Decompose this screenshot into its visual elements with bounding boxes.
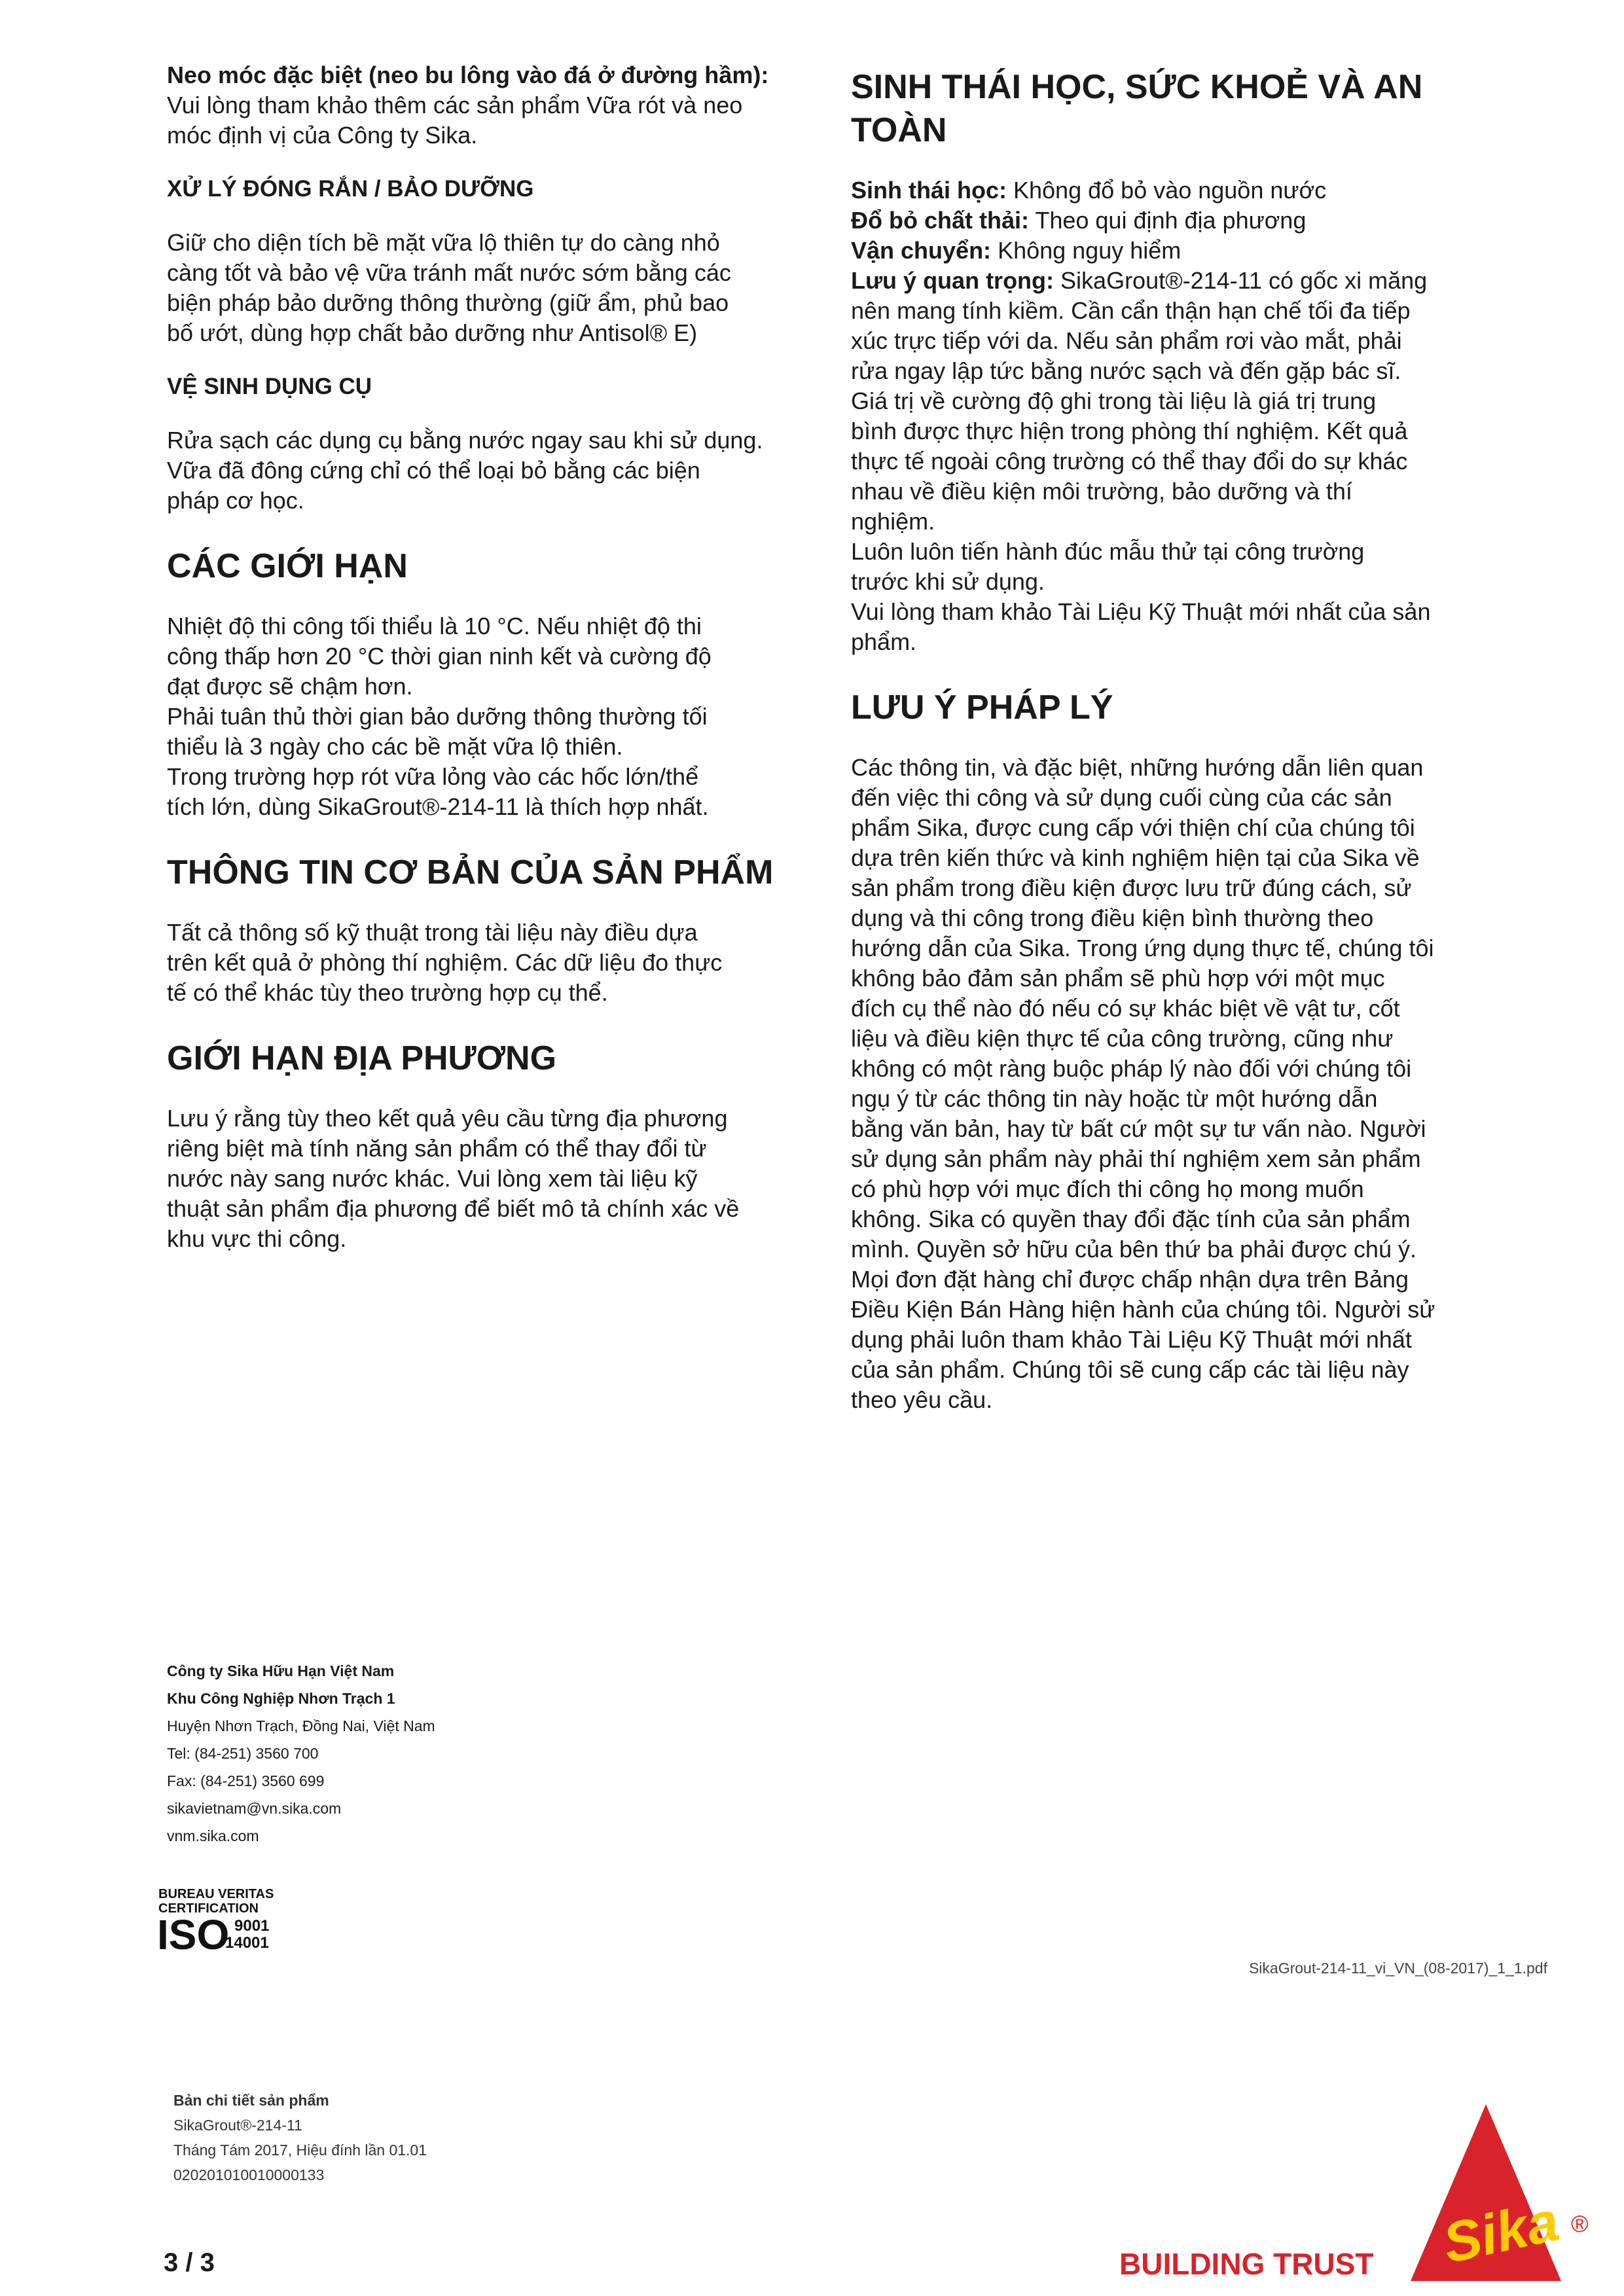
limits-line: Trong trường hợp rót vữa lỏng vào các hốc lớn/thể bbox=[167, 763, 699, 790]
product-meta bbox=[173, 2088, 427, 2187]
curing-heading: XỬ LÝ ĐÓNG RẮN / BẢO DƯỠNG bbox=[167, 176, 534, 202]
ehs-line: nên mang tính kiềm. Cần cẩn thận hạn chế tối đa tiếp bbox=[851, 297, 1411, 324]
legal-line: có phù hợp với mục đích thi công họ mong muốn bbox=[851, 1175, 1364, 1202]
local-line: thuật sản phẩm địa phương để biết mô tả chính xác về bbox=[167, 1195, 740, 1222]
disposal-value: Theo qui định địa phương bbox=[1029, 207, 1307, 234]
document-code: 020201010010000133 bbox=[173, 2166, 325, 2183]
basis-line: Tất cả thông số kỹ thuật trong tài liệu này điều dựa bbox=[167, 919, 698, 946]
ehs-heading-cont: TOÀN bbox=[851, 111, 947, 149]
ehs-line: rửa ngay lập tức bằng nước sạch và đến gặp bác sĩ. bbox=[851, 357, 1401, 384]
local-line: khu vực thi công. bbox=[167, 1225, 347, 1252]
ehs-line: phẩm. bbox=[851, 628, 917, 655]
cert-line1: BUREAU VERITAS bbox=[158, 1887, 274, 1901]
legal-line: không bảo đảm sản phẩm sẽ phù hợp với một mục bbox=[851, 965, 1385, 992]
anchor-line: móc định vị của Công ty Sika. bbox=[167, 122, 478, 149]
legal-line: đến việc thi công và sử dụng cuối cùng của các sản bbox=[851, 784, 1392, 811]
legal-line: hướng dẫn của Sika. Trong ứng dụng thực tế, chúng tôi bbox=[851, 935, 1434, 961]
company-tel: Tel: (84-251) 3560 700 bbox=[167, 1745, 319, 1762]
page-number: 3 / 3 bbox=[164, 2248, 215, 2277]
cleaning-line: Rửa sạch các dụng cụ bằng nước ngay sau khi sử dụng. bbox=[167, 427, 763, 454]
basis-heading: THÔNG TIN CƠ BẢN CỦA SẢN PHẨM bbox=[167, 853, 774, 891]
cleaning-heading: VỆ SINH DỤNG CỤ bbox=[167, 374, 372, 399]
ehs-line: Luôn luôn tiến hành đúc mẫu thử tại công trường bbox=[851, 538, 1365, 565]
legal-line: phẩm Sika, được cung cấp với thiện chí của chúng tôi bbox=[851, 814, 1415, 841]
ehs-line: trước khi sử dụng. bbox=[851, 568, 1045, 595]
limits-line: Phải tuân thủ thời gian bảo dưỡng thông thường tối bbox=[167, 703, 708, 730]
product-name: SikaGrout®-214-11 bbox=[173, 2117, 302, 2134]
company-contact bbox=[167, 1657, 435, 1850]
legal-line: không. Sika có quyền thay đổi đặc tính của sản phẩm bbox=[851, 1206, 1411, 1232]
cert-9001: 9001 bbox=[234, 1917, 270, 1935]
legal-line: Các thông tin, và đặc biệt, những hướng dẫn liên quan bbox=[851, 754, 1424, 781]
ehs-heading: SINH THÁI HỌC, SỨC KHOẺ VÀ AN bbox=[851, 68, 1423, 106]
legal-line: theo yêu cầu. bbox=[851, 1386, 993, 1413]
legal-line: mình. Quyền sở hữu của bên thứ ba phải được chú ý. bbox=[851, 1236, 1416, 1263]
basis-line: trên kết quả ở phòng thí nghiệm. Các dữ liệu đo thực bbox=[167, 949, 723, 976]
limits-line: thiểu là 3 ngày cho các bề mặt vữa lộ thiên. bbox=[167, 733, 623, 760]
legal-line: sản phẩm trong điều kiện được lưu trữ đúng cách, sử bbox=[851, 874, 1412, 901]
important-value: SikaGrout®-214-11 có gốc xi măng bbox=[1054, 267, 1428, 294]
ehs-line: bình được thực hiện trong phòng thí nghiệm. Kết quả bbox=[851, 418, 1408, 444]
iso-certification-logo bbox=[157, 1885, 288, 1957]
cert-line2: CERTIFICATION bbox=[158, 1901, 259, 1916]
ehs-line: xúc trực tiếp với da. Nếu sản phẩm rơi vào mắt, phải bbox=[851, 327, 1402, 354]
ehs-line: Giá trị về cường độ ghi trong tài liệu là giá trị trung bbox=[851, 387, 1377, 414]
disposal-row bbox=[851, 206, 1479, 236]
registered-mark: ® bbox=[1571, 2210, 1589, 2237]
transport-row bbox=[851, 236, 1479, 266]
company-website[interactable]: vnm.sika.com bbox=[167, 1827, 259, 1844]
local-line: riêng biệt mà tính năng sản phẩm có thể thay đổi từ bbox=[167, 1135, 707, 1162]
legal-line: liệu và điều kiện thực tế của công trường, cũng như bbox=[851, 1025, 1394, 1052]
cleaning-line: pháp cơ học. bbox=[167, 487, 304, 514]
cleaning-line: Vữa đã đông cứng chỉ có thể loại bỏ bằng các biện bbox=[167, 457, 700, 484]
legal-line: ngụ ý từ các thông tin này hoặc từ một hướng dẫn bbox=[851, 1085, 1378, 1112]
cert-iso: ISO bbox=[157, 1911, 230, 1957]
legal-line: đích cụ thể nào đó nếu có sự khác biệt về vật tư, cốt bbox=[851, 995, 1400, 1022]
sika-logo bbox=[1407, 2101, 1604, 2284]
ecology-row bbox=[851, 175, 1479, 206]
sika-logo-wordmark: Sika bbox=[1437, 2189, 1564, 2276]
legal-line: sử dụng sản phẩm này phải thí nghiệm xem sản phẩm bbox=[851, 1145, 1421, 1172]
industrial-park: Khu Công Nghiệp Nhơn Trạch 1 bbox=[167, 1690, 395, 1707]
important-row bbox=[851, 266, 1479, 296]
transport-label: Vận chuyển: bbox=[851, 237, 992, 264]
limits-line: Nhiệt độ thi công tối thiểu là 10 °C. Nếu nhiệt độ thi bbox=[167, 613, 702, 639]
limits-line: đạt được sẽ chậm hơn. bbox=[167, 673, 413, 700]
limits-heading: CÁC GIỚI HẠN bbox=[167, 547, 408, 585]
legal-line: Điều Kiện Bán Hàng hiện hành của chúng tôi. Người sử bbox=[851, 1296, 1435, 1323]
legal-line: dựa trên kiến thức và kinh nghiệm hiện tại của Sika về bbox=[851, 844, 1420, 871]
ecology-label: Sinh thái học: bbox=[851, 177, 1007, 204]
ecology-value: Không đổ bỏ vào nguồn nước bbox=[1007, 177, 1327, 204]
ehs-line: nghiệm. bbox=[851, 508, 935, 535]
curing-line: bố ướt, dùng hợp chất bảo dưỡng như Antisol® E) bbox=[167, 319, 698, 346]
limits-line: tích lớn, dùng SikaGrout®-214-11 là thích hợp nhất. bbox=[167, 793, 709, 820]
company-email[interactable]: sikavietnam@vn.sika.com bbox=[167, 1800, 342, 1817]
curing-line: càng tốt và bảo vệ vữa tránh mất nước sớm bằng các bbox=[167, 259, 731, 286]
company-fax: Fax: (84-251) 3560 699 bbox=[167, 1772, 325, 1789]
ehs-line: thực tế ngoài công trường có thể thay đổi do sự khác bbox=[851, 448, 1408, 475]
building-trust-tagline: BUILDING TRUST bbox=[1119, 2247, 1374, 2281]
legal-line: dụng phải luôn tham khảo Tài Liệu Kỹ Thuật mới nhất bbox=[851, 1326, 1412, 1353]
ehs-line: Vui lòng tham khảo Tài Liệu Kỹ Thuật mới nhất của sản bbox=[851, 598, 1431, 625]
curing-line: biện pháp bảo dưỡng thông thường (giữ ẩm, phủ bao bbox=[167, 289, 729, 316]
company-address: Huyện Nhơn Trạch, Đồng Nai, Việt Nam bbox=[167, 1717, 435, 1734]
curing-line: Giữ cho diện tích bề mặt vữa lộ thiên tự do càng nhỏ bbox=[167, 229, 720, 256]
disposal-label: Đổ bỏ chất thải: bbox=[851, 207, 1029, 234]
local-line: nước này sang nước khác. Vui lòng xem tài liệu kỹ bbox=[167, 1165, 698, 1192]
limits-line: công thấp hơn 20 °C thời gian ninh kết và cường độ bbox=[167, 643, 712, 670]
legal-heading: LƯU Ý PHÁP LÝ bbox=[851, 689, 1113, 726]
basis-line: tế có thể khác tùy theo trường hợp cụ thể. bbox=[167, 979, 608, 1006]
anchor-line: Vui lòng tham khảo thêm các sản phẩm Vữa rót và neo bbox=[167, 92, 743, 118]
legal-line: không có một ràng buộc pháp lý nào đối với chúng tôi bbox=[851, 1055, 1412, 1082]
company-name: Công ty Sika Hữu Hạn Việt Nam bbox=[167, 1662, 395, 1679]
revision-date: Tháng Tám 2017, Hiệu đính lần 01.01 bbox=[173, 2142, 427, 2159]
local-heading: GIỚI HẠN ĐỊA PHƯƠNG bbox=[167, 1039, 557, 1077]
legal-line: của sản phẩm. Chúng tôi sẽ cung cấp các tài liệu này bbox=[851, 1356, 1409, 1383]
right-column bbox=[851, 65, 1479, 1415]
left-column bbox=[167, 60, 789, 1254]
anchor-title: Neo móc đặc biệt (neo bu lông vào đá ở đường hầm): bbox=[167, 62, 769, 88]
important-label: Lưu ý quan trọng: bbox=[851, 267, 1055, 294]
local-line: Lưu ý rằng tùy theo kết quả yêu cầu từng địa phương bbox=[167, 1105, 728, 1132]
legal-line: bằng văn bản, hay từ bất cứ một sự tư vấn nào. Người bbox=[851, 1115, 1426, 1142]
legal-line: dụng và thi công trong điều kiện bình thường theo bbox=[851, 905, 1374, 931]
cert-14001: 14001 bbox=[225, 1934, 269, 1952]
legal-line: Mọi đơn đặt hàng chỉ được chấp nhận dựa trên Bảng bbox=[851, 1266, 1409, 1293]
pdf-filename: SikaGrout-214-11_vi_VN_(08-2017)_1_1.pdf bbox=[1248, 1960, 1547, 1977]
ehs-line: nhau về điều kiện môi trường, bảo dưỡng và thí bbox=[851, 478, 1352, 505]
doc-type: Bản chi tiết sản phẩm bbox=[173, 2092, 329, 2109]
transport-value: Không nguy hiểm bbox=[991, 237, 1182, 264]
